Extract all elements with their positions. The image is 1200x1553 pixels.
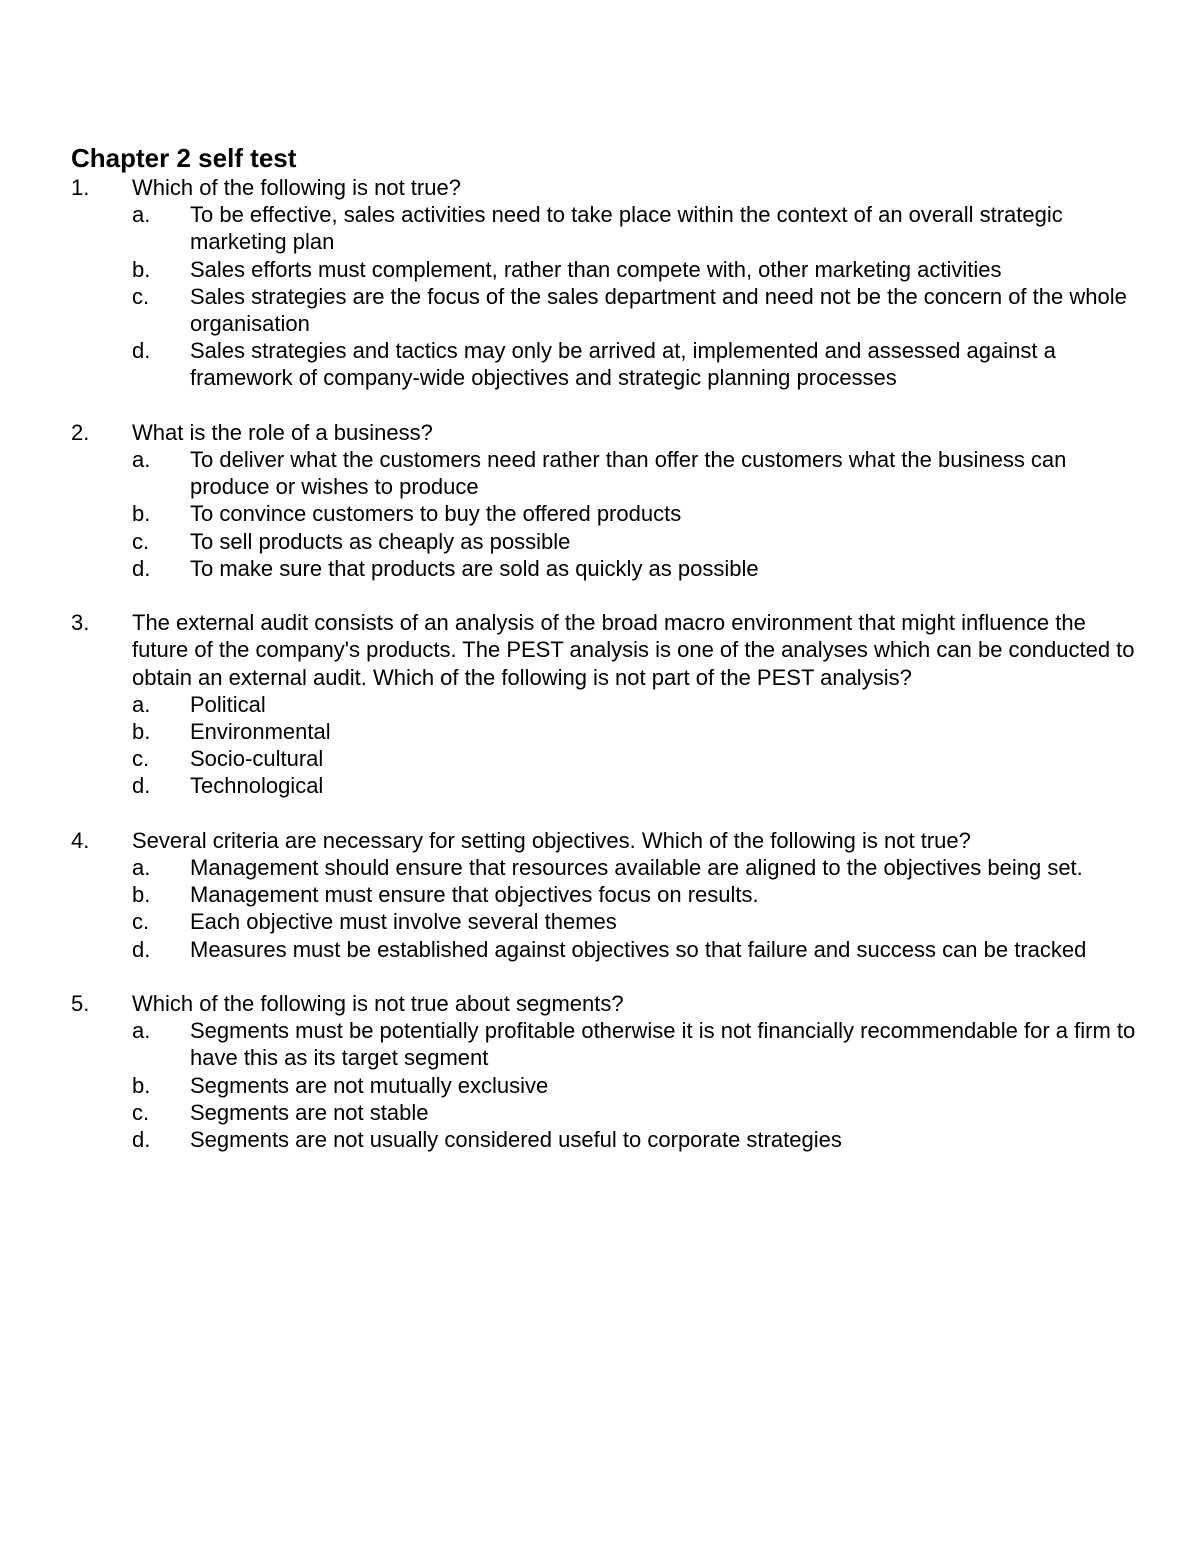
question-number: 2. [71,419,90,445]
option-list [71,1017,1141,1153]
option-label: b. [132,719,151,745]
answer-option [71,745,1141,772]
answer-option [71,500,1141,527]
answer-option [71,555,1141,582]
answer-option [71,1072,1141,1099]
option-label: a. [132,1018,151,1044]
option-text: Sales efforts must complement, rather than compete with, other marketing activities [190,256,1002,282]
document-page [71,142,1141,1180]
question-text: The external audit consists of an analysis of the broad macro environment that might influence the future of the company's products. The PEST analysis is one of the analyses which can be conducted to obtain an external audit. Which of the following is not part of the PEST analysis? [132,610,1135,690]
option-text: Environmental [190,719,331,745]
question-text: Which of the following is not true? [132,175,461,200]
option-text: Sales strategies and tactics may only be arrived at, implemented and assessed against a framework of company-wide objectives and strategic planning processes [190,338,1056,391]
option-text: To deliver what the customers need rather than offer the customers what the business can produce or wishes to produce [190,447,1067,500]
option-label: b. [132,882,151,908]
option-label: d. [132,936,151,962]
answer-option [71,528,1141,555]
option-label: c. [132,746,150,772]
option-text: To sell products as cheaply as possible [190,528,571,554]
question-text: What is the role of a business? [132,419,433,445]
answer-option [71,283,1141,337]
option-label: c. [132,528,150,554]
option-text: Segments must be potentially profitable otherwise it is not financially recommendable for a firm to have this as its target segment [190,1018,1136,1071]
option-label: a. [132,691,151,717]
answer-option [71,446,1141,500]
answer-option [71,854,1141,881]
question-text: Several criteria are necessary for setting objectives. Which of the following is not true? [132,827,971,853]
option-text: Segments are not stable [190,1099,429,1125]
option-text: Segments are not usually considered useful to corporate strategies [190,1127,842,1153]
question-number: 1. [71,175,90,200]
option-label: b. [132,1072,151,1098]
question-number: 5. [71,991,90,1017]
option-label: b. [132,256,151,282]
option-label: c. [132,283,150,309]
option-label: a. [132,855,151,881]
option-text: Segments are not mutually exclusive [190,1072,549,1098]
question-item [71,174,1141,392]
option-text: Management should ensure that resources available are aligned to the objectives being set. [190,855,1083,881]
answer-option [71,256,1141,283]
question-item [71,827,1141,963]
option-label: c. [132,909,150,935]
option-text: To be effective, sales activities need to take place within the context of an overall strategic marketing plan [190,202,1063,255]
option-label: a. [132,202,151,228]
option-text: Sales strategies are the focus of the sales department and need not be the concern of the whole organisation [190,283,1127,337]
option-list [71,201,1141,391]
answer-option [71,881,1141,908]
question-text: Which of the following is not true about segments? [132,991,624,1017]
question-number: 3. [71,610,90,636]
answer-option [71,1099,1141,1126]
option-text: Socio-cultural [190,746,324,772]
option-label: a. [132,447,151,473]
option-text: Management must ensure that objectives focus on results. [190,882,759,908]
answer-option [71,718,1141,745]
option-list [71,446,1141,582]
option-text: To make sure that products are sold as quickly as possible [190,555,759,581]
answer-option [71,337,1141,391]
question-item [71,419,1141,582]
answer-option [71,691,1141,718]
option-label: d. [132,773,151,799]
option-text: To convince customers to buy the offered products [190,501,682,527]
question-number: 4. [71,827,90,853]
option-list [71,691,1141,800]
answer-option [71,1017,1141,1071]
question-item [71,609,1141,799]
answer-option [71,201,1141,255]
option-label: d. [132,555,151,581]
option-label: c. [132,1099,150,1125]
answer-option [71,936,1141,963]
option-text: Technological [190,773,324,799]
answer-option [71,772,1141,799]
option-text: Each objective must involve several themes [190,909,617,935]
question-list [71,174,1141,1153]
option-label: d. [132,338,151,364]
option-text: Measures must be established against objectives so that failure and success can be tracked [190,936,1087,962]
option-text: Political [190,691,266,717]
option-list [71,854,1141,963]
page-title: Chapter 2 self test [71,143,297,173]
answer-option [71,908,1141,935]
option-label: b. [132,501,151,527]
option-label: d. [132,1127,151,1153]
question-item [71,990,1141,1153]
answer-option [71,1126,1141,1153]
